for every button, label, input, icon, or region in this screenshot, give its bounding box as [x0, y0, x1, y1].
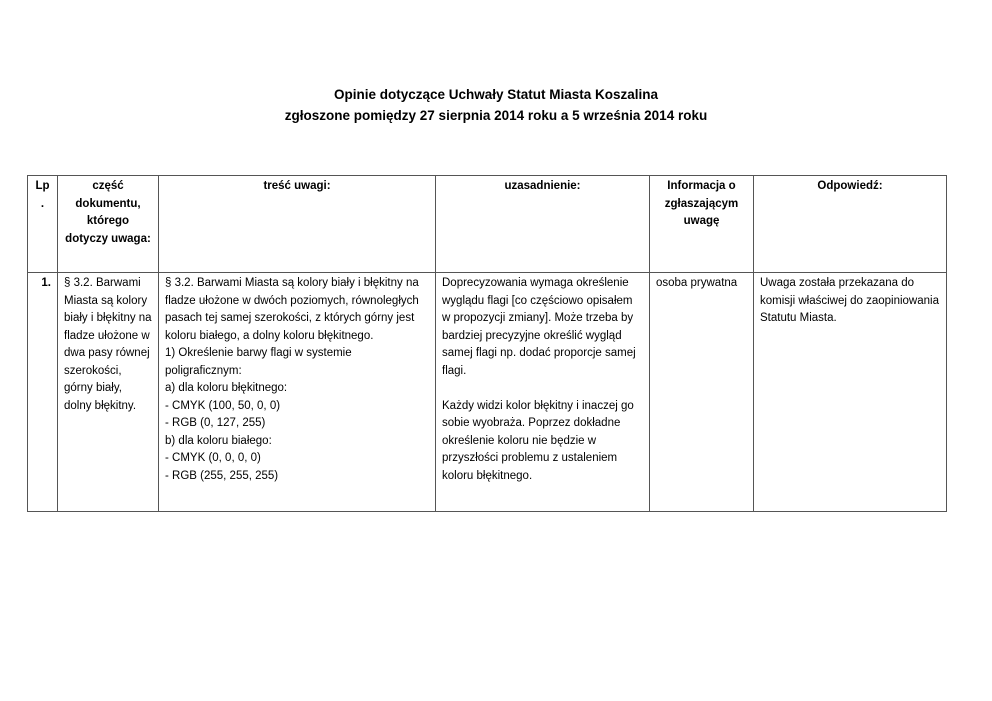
- cell-document-part: § 3.2. Barwami Miasta są kolory biały i błękitny na fladze ułożone w dwa pasy równej szerokości, górny biały, dolny błękitny.: [58, 273, 159, 512]
- header-submitter-info: Informacja o zgłaszającym uwagę: [650, 176, 754, 273]
- table-header-row: [28, 176, 947, 273]
- header-answer: Odpowiedź:: [754, 176, 947, 273]
- cell-remark-content: § 3.2. Barwami Miasta są kolory biały i błękitny na fladze ułożone w dwóch poziomych, równoległych pasach tej samej szerokości, z których górny jest koloru białego, a dolny koloru błękitnego. 1) Określenie barwy flagi w systemie poligraficznym: a) dla koloru błękitnego: - CMYK (100, 50, 0, 0) - RGB (0, 127, 255) b) dla koloru białego: - CMYK (0, 0, 0, 0) - RGB (255, 255, 255): [159, 273, 436, 512]
- title-line-2: zgłoszone pomiędzy 27 sierpnia 2014 roku a 5 września 2014 roku: [284, 108, 708, 123]
- title-line-1: Opinie dotyczące Uchwały Statut Miasta Koszalina: [333, 87, 659, 102]
- cell-lp: 1.: [28, 273, 58, 512]
- table-row: [28, 273, 947, 512]
- opinions-table: [27, 175, 947, 512]
- cell-answer: Uwaga została przekazana do komisji właściwej do zaopiniowania Statutu Miasta.: [754, 273, 947, 512]
- header-lp: Lp.: [28, 176, 58, 273]
- header-justification: uzasadnienie:: [436, 176, 650, 273]
- page-title: [0, 84, 992, 126]
- header-document-part: część dokumentu, którego dotyczy uwaga:: [58, 176, 159, 273]
- header-remark-content: treść uwagi:: [159, 176, 436, 273]
- cell-submitter-info: osoba prywatna: [650, 273, 754, 512]
- cell-justification: Doprecyzowania wymaga określenie wyglądu flagi [co częściowo opisałem w propozycji zmiany]. Może trzeba by bardziej precyzyjne określić wygląd samej flagi np. dodać proporcje samej flagi. Każdy widzi kolor błękitny i inaczej go sobie wyobraża. Poprzez dokładne określenie koloru nie będzie w przyszłości problemu z ustaleniem koloru błękitnego.: [436, 273, 650, 512]
